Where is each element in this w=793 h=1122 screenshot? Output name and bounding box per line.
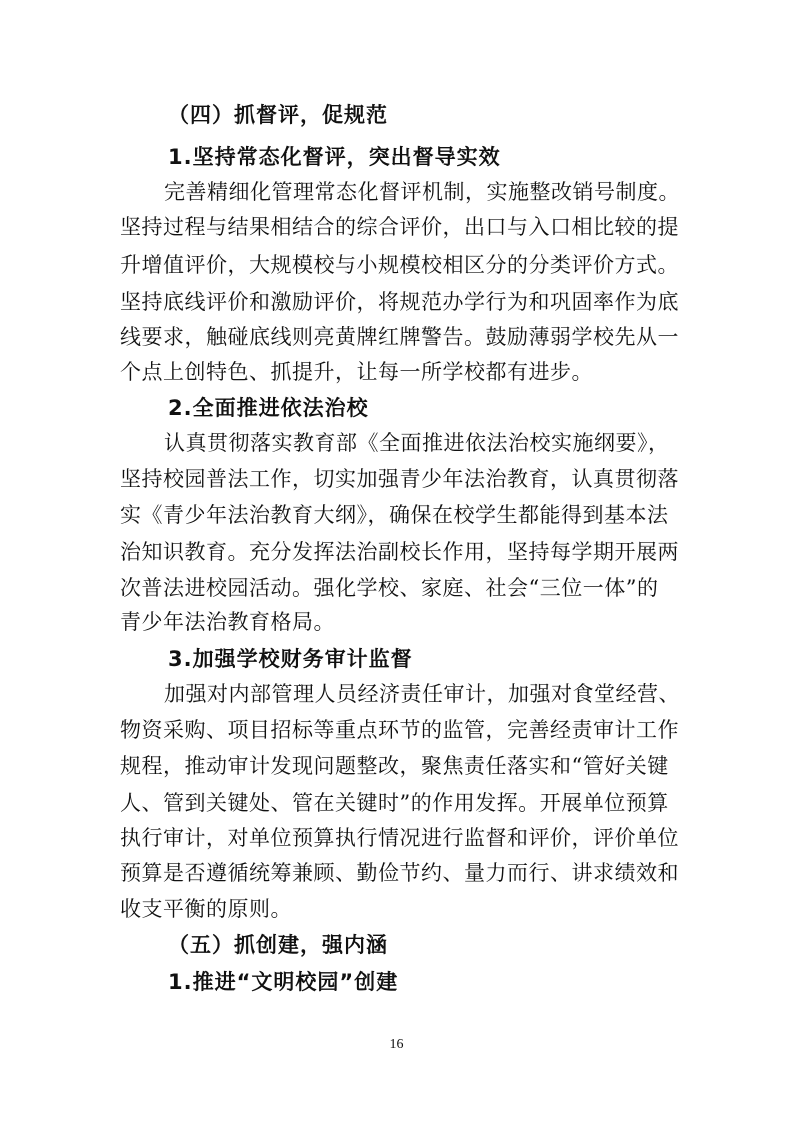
paragraph-line: 坚持底线评价和激励评价，将规范办学行为和巩固率作为底 (120, 290, 679, 314)
paragraph-line: 加强对内部管理人员经济责任审计，加强对食堂经营、 (164, 682, 680, 706)
paragraph-line: 收支平衡的原则。 (120, 897, 292, 921)
paragraph-line: 人、管到关键处、管在关键时”的作用发挥。开展单位预算 (120, 791, 669, 815)
subsection-heading: 1.坚持常态化督评，突出督导实效 (168, 145, 501, 169)
section-heading: （五）抓创建，强内涵 (168, 933, 388, 957)
paragraph-line: 实《青少年法治教育大纲》，确保在校学生都能得到基本法 (120, 503, 669, 527)
paragraph-line: 治知识教育。充分发挥法治副校长作用，坚持每学期开展两 (120, 540, 679, 564)
paragraph-line: 完善精细化管理常态化督评机制，实施整改销号制度。 (164, 180, 680, 204)
paragraph-line: 规程，推动审计发现问题整改，聚焦责任落实和“管好关键 (120, 754, 669, 778)
paragraph-line: 坚持校园普法工作，切实加强青少年法治教育，认真贯彻落 (120, 467, 679, 491)
paragraph-line: 青少年法治教育格局。 (120, 610, 335, 634)
section-heading: （四）抓督评，促规范 (168, 103, 388, 127)
paragraph-line: 物资采购、项目招标等重点环节的监管，完善经责审计工作 (120, 718, 679, 742)
paragraph-line: 线要求，触碰底线则亮黄牌红牌警告。鼓励薄弱学校先从一 (120, 325, 679, 349)
paragraph-line: 认真贯彻落实教育部《全面推进依法治校实施纲要》， (164, 431, 670, 455)
paragraph-line: 预算是否遵循统筹兼顾、勤俭节约、量力而行、讲求绩效和 (120, 861, 679, 885)
paragraph-line: 次普法进校园活动。强化学校、家庭、社会“三位一体”的 (120, 576, 659, 600)
subsection-heading: 2.全面推进依法治校 (168, 396, 369, 420)
subsection-heading: 3.加强学校财务审计监督 (168, 647, 413, 671)
paragraph-line: 坚持过程与结果相结合的综合评价，出口与入口相比较的提 (120, 215, 679, 239)
paragraph-line: 个点上创特色、抓提升，让每一所学校都有进步。 (120, 360, 593, 384)
page-number: 16 (389, 1037, 404, 1052)
paragraph-line: 执行审计，对单位预算执行情况进行监督和评价，评价单位 (120, 826, 679, 850)
subsection-heading: 1.推进“文明校园”创建 (168, 970, 399, 994)
paragraph-line: 升增值评价，大规模校与小规模校相区分的分类评价方式。 (120, 253, 679, 277)
